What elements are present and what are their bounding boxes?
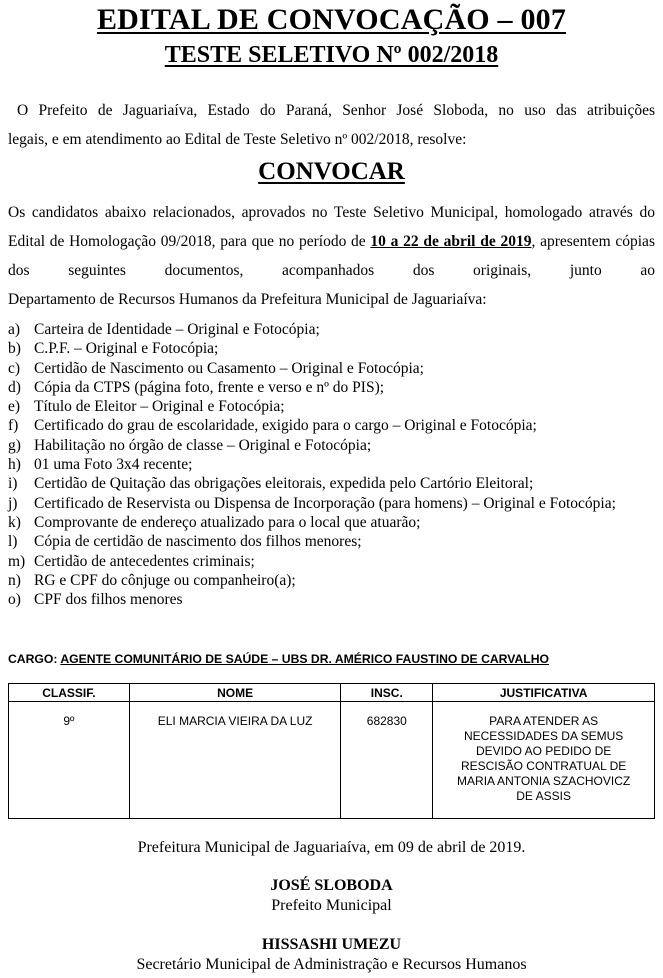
- intro-line-1: O Prefeito de Jaguariaíva, Estado do Paraná, Senhor José Sloboda, no uso das atribuições: [17, 102, 655, 119]
- list-item: a) Carteira de Identidade – Original e Fotocópia;: [8, 321, 320, 338]
- list-item: g) Habilitação no órgão de classe – Original e Fotocópia;: [8, 436, 372, 454]
- signer1-role: Prefeito Municipal: [271, 897, 392, 914]
- cargo-label: CARGO:: [8, 652, 61, 666]
- list-item: o) CPF dos filhos menores: [8, 591, 183, 609]
- list-item: f) Certificado do grau de escolaridade, exigido para o cargo – Original e Fotocópia;: [8, 417, 537, 435]
- list-item: j) Certificado de Reservista ou Dispensa de Incorporação (para homens) – Original e Fotocópia;: [8, 494, 616, 512]
- list-item: e) Título de Eleitor – Original e Fotocópia;: [8, 398, 285, 416]
- document-subtitle: TESTE SELETIVO Nº 002/2018: [164, 42, 499, 68]
- signer2-name: HISSASHI UMEZU: [261, 936, 402, 953]
- cargo-value: AGENTE COMUNITÁRIO DE SAÚDE – UBS DR. AMÉRICO FAUSTINO DE CARVALHO: [60, 652, 550, 666]
- candidates-table: [8, 683, 655, 819]
- list-item: n) RG e CPF do cônjuge ou companheiro(a);: [8, 571, 296, 589]
- list-item: m) Certidão de antecedentes criminais;: [8, 552, 255, 570]
- body-paragraph: [8, 198, 655, 314]
- convocar-heading: CONVOCAR: [258, 158, 405, 185]
- list-item: c) Certidão de Nascimento ou Casamento – Original e Fotocópia;: [8, 359, 424, 377]
- table-header-row: [9, 684, 655, 702]
- list-item: i) Certidão de Quitação das obrigações eleitorais, expedida pelo Cartório Eleitoral;: [8, 475, 534, 493]
- signer2-role: Secretário Municipal de Administração e Recursos Humanos: [136, 956, 527, 973]
- cell-classif: 9º: [9, 702, 130, 819]
- list-item: b) C.P.F. – Original e Fotocópia;: [8, 340, 219, 358]
- list-item: d) Cópia da CTPS (página foto, frente e verso e nº do PIS);: [8, 378, 385, 396]
- header-nome: NOME: [129, 684, 341, 702]
- list-item: k) Comprovante de endereço atualizado para o local que atuarão;: [8, 513, 421, 531]
- table-row: [9, 702, 655, 819]
- cell-insc: 682830: [341, 702, 433, 819]
- list-item: l) Cópia de certidão de nascimento dos filhos menores;: [8, 533, 362, 551]
- header-insc: INSC.: [341, 684, 433, 702]
- list-item: h) 01 uma Foto 3x4 recente;: [8, 456, 193, 474]
- cargo-line: [8, 652, 655, 666]
- submission-period: 10 a 22 de abril de 2019: [370, 233, 532, 250]
- cell-nome: ELI MARCIA VIEIRA DA LUZ: [129, 702, 341, 819]
- signer1-name: JOSÉ SLOBODA: [270, 877, 393, 894]
- required-documents-list: [8, 320, 655, 609]
- header-justificativa: JUSTIFICATIVA: [433, 684, 655, 702]
- intro-line-2: legais, e em atendimento ao Edital de Teste Seletivo nº 002/2018, resolve:: [8, 131, 467, 148]
- document-title: EDITAL DE CONVOCAÇÃO – 007: [96, 3, 567, 36]
- cell-justificativa: PARA ATENDER AS NECESSIDADES DA SEMUS DEVIDO AO PEDIDO DE RESCISÃO CONTRATUAL DE MARIA ANTONIA SZACHOVICZ DE ASSIS: [433, 702, 655, 819]
- header-classif: CLASSIF.: [9, 684, 130, 702]
- body-part2: , apresentem cópias dos seguintes documentos, acompanhados dos originais, junto ao: [8, 233, 655, 279]
- body-last-line: Departamento de Recursos Humanos da Prefeitura Municipal de Jaguariaíva:: [8, 291, 487, 308]
- date-line: Prefeitura Municipal de Jaguariaíva, em 09 de abril de 2019.: [137, 839, 526, 856]
- body-part1: Os candidatos abaixo relacionados, aprovados no Teste Seletivo Municipal, homologado através do Edital de Homologação 09/2018, para que no período de: [8, 204, 655, 250]
